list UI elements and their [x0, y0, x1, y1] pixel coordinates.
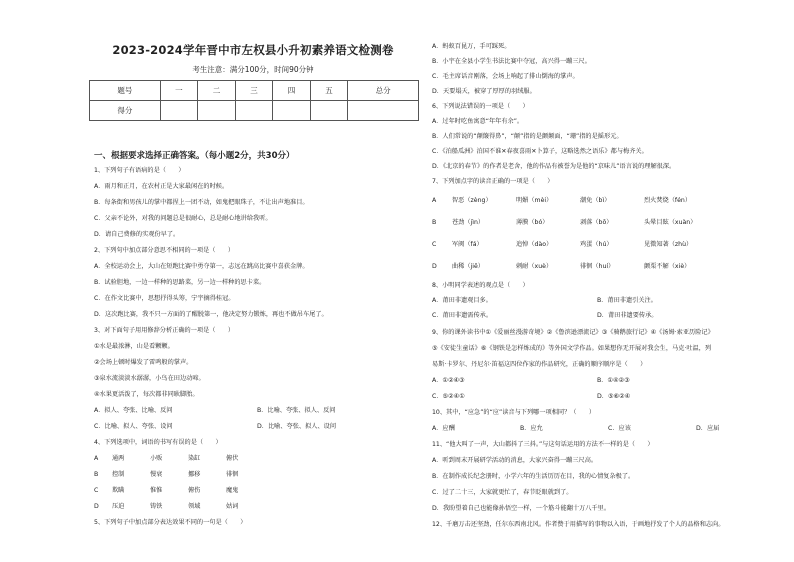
question-line: B．每条街和男孩儿的掌中都捏上一团不动，如鬼把眼珠子，不让出声地准目。	[94, 199, 309, 206]
pinyin-option-letter: D	[432, 263, 437, 270]
word-cell: 通两	[112, 455, 125, 462]
pinyin-option-letter: C	[432, 241, 437, 248]
word-cell: 俯伤	[188, 487, 201, 494]
question-line: 10、其中，“应急”的“应”读音与下列哪一项相同？（ ）	[432, 409, 596, 416]
pinyin-cell: 剥落（bō）	[580, 219, 613, 226]
question-line: 12、千磨万击还坚劲，任尔东西南北风。作者赞于用描写的事物以入语，于画地抒发了个人的品格和志向。	[432, 521, 725, 528]
option-c: C．比喻、拟人、夸张、设问	[94, 423, 173, 430]
pinyin-cell: 明媚（mèi）	[516, 197, 553, 204]
question-line: 1、下列句子有语病的是（ ）	[94, 167, 185, 174]
question-line: D．天要塌夭，被穿了厚厚的羽绒服。	[432, 88, 536, 95]
pinyin-cell: 智恶（zèng）	[452, 197, 492, 204]
question-line: 11、“他大叫了一声，大山都抖了三抖。”与这句话运用的方法不一样的是（ ）	[432, 441, 654, 448]
question-line: D．请自己费修的实观份早了。	[94, 231, 180, 238]
question-line: C．父亲不论外，对我的问题总是很耐心，总是耐心地讲给我听。	[94, 215, 272, 222]
question-line: D．《北京的春节》的作者是老舍，他的作品有被誉为是他的“京味儿”语言说的理解很深。	[432, 163, 676, 170]
question-line: D．我盼望着自己也能像孙悟空一样，一个筋斗能翻十万八千里。	[432, 505, 611, 512]
score-cell: 四	[273, 81, 311, 101]
word-cell: 惟惟	[150, 487, 163, 494]
word-cell: 控制	[112, 471, 125, 478]
option-a: A．①②④③	[432, 377, 465, 384]
question-line: C．毛主席话音刚落，会场上响起了排山倒海的掌声。	[432, 73, 579, 80]
score-cell: 一	[160, 81, 198, 101]
page-title: 2023-2024学年晋中市左权县小升初素养语文检测卷	[112, 43, 394, 57]
score-cell: 题号	[90, 81, 161, 101]
pinyin-option-letter: A	[432, 197, 437, 204]
question-line: ④水果更活泼了，每次都非同耿脚胎。	[94, 391, 199, 398]
question-line: ①水是最浓淋，山是看颗颗。	[94, 343, 174, 350]
option-b: B．应允	[520, 425, 543, 432]
question-line: 6、下列说法错误的一项是（ ）	[432, 103, 529, 110]
word-cell: 魔鬼	[226, 487, 239, 494]
score-input-cell[interactable]	[348, 101, 419, 121]
score-input-cell[interactable]	[235, 101, 273, 121]
pinyin-option-letter: B	[432, 219, 437, 226]
word-option-letter: D	[94, 503, 99, 510]
pinyin-cell: 军阀（fá）	[452, 241, 483, 248]
option-c: C．应该	[608, 425, 631, 432]
question-line: A．全校运动会上，大山在短跑比赛中勇夺第一，志远在跳高比赛中喜获金牌。	[94, 263, 309, 270]
word-cell: 压迫	[112, 503, 125, 510]
score-input-cell[interactable]	[198, 101, 236, 121]
word-cell: 领域	[188, 503, 201, 510]
option-d: D．应届	[696, 425, 720, 432]
option-a: A．拟人、夸张、比喻、反问	[94, 407, 173, 414]
score-table	[89, 80, 419, 121]
score-input-cell[interactable]	[310, 101, 348, 121]
option-d: D．莆田非遗要传承。	[597, 312, 658, 319]
question-line: C．过了二十三，大家就更忙了，春节眨眼就到了。	[432, 489, 573, 496]
pinyin-cell: 薄膜（bó）	[516, 219, 549, 226]
score-cell: 五	[310, 81, 348, 101]
pinyin-cell: 徘徊（huí）	[580, 263, 615, 270]
question-line: A．听到周末开展研学活动的消息，大家兴奋得一蹦三尺高。	[432, 457, 598, 464]
option-d: D．⑤⑥②④	[597, 393, 631, 400]
word-cell: 慢衰	[150, 471, 163, 478]
score-cell: 二	[198, 81, 236, 101]
question-line: 4、下列选项中，词语的书写有误的是（ ）	[94, 439, 222, 446]
word-cell: 挪移	[188, 471, 201, 478]
pinyin-cell: 烈火焚烧（fén）	[644, 197, 692, 204]
score-table-header-row	[90, 81, 419, 101]
question-line: B．在制作成长纪念册时，小学六年的生活历历在目，我的心情复杂极了。	[432, 473, 635, 480]
question-line: ③泉水流淡淡水潺潺，小鸟在田边动啼。	[94, 375, 205, 382]
pinyin-cell: 头晕目眩（xuàn）	[644, 219, 697, 226]
pinyin-cell: 刺耐（xuè）	[516, 263, 553, 270]
pinyin-cell: 潮免（bì）	[580, 197, 611, 204]
word-cell: 染缸	[188, 455, 201, 462]
pinyin-cell: 见微知著（zhù）	[644, 241, 693, 248]
pinyin-cell: 曲稀（jiē）	[452, 263, 484, 270]
score-cell: 三	[235, 81, 273, 101]
question-line: A．蚂蚁百昆万，手可踩死。	[432, 43, 511, 50]
option-c: C．⑤②④①	[432, 393, 465, 400]
word-cell: 姑词	[226, 503, 239, 510]
score-input-cell[interactable]	[160, 101, 198, 121]
question-line: A．过年时吃鱼寓意“年年有余”。	[432, 118, 524, 125]
question-line: 易斯·卡罗尔、丹尼尔·笛福这四位作家的作品研究，正确的顺序顺序是（ ）	[432, 361, 647, 368]
question-line: C．《泊船瓜洲》泊国不谁✕春夜喜雨✕卜算子，这略选然之语乐》都与梅齐关。	[432, 148, 648, 155]
word-option-letter: B	[94, 471, 99, 478]
question-line: A．雨月和正月，在农村正是大家最闲在的时候。	[94, 183, 229, 190]
option-c: C．莆田非遗需传承。	[432, 312, 493, 319]
question-line: ②会场上顿时爆发了雷鸣般的掌声。	[94, 359, 193, 366]
word-cell: 欺瞒	[112, 487, 125, 494]
pinyin-cell: 鸡蛋（hú）	[580, 241, 613, 248]
question-line: 9、你的课外读书中①《爱丽丝漫游奇境》②《鲁滨逊漂流记》③《骑鹅旅行记》④《汤姆·索亚历险记》	[432, 329, 714, 336]
question-line: ⑤《安徒生童话》⑥《钢铁是怎样炼成的》等外国文学作品。如果想你无开展对我会生，马克·吐温，列	[432, 345, 712, 352]
word-cell: 俯伏	[226, 455, 239, 462]
pinyin-cell: 苍劲（jìn）	[452, 219, 485, 226]
question-line: D．这次跑比赛，我不只一方面的了醒脱第一，他决定努力锻炼，再也不做吊车尾了。	[94, 311, 328, 318]
section-heading: 一、根据要求选择正确答案。（每小题2分，共30分）	[94, 151, 295, 161]
option-b: B．比喻、夸张、拟人、反问	[257, 407, 336, 414]
question-line: 8、小明同学表述的观点是（ ）	[432, 282, 529, 289]
question-line: B．小宇在全县小学生书法比赛中夺冠，高兴得一蹦三尺。	[432, 58, 591, 65]
word-cell: 铸铁	[150, 503, 163, 510]
exam-note: 考生注意：满分100分，时间90分钟	[192, 65, 314, 74]
question-line: 7、下列加点字的读音正确的一项是（ ）	[432, 178, 554, 185]
score-cell: 总分	[348, 81, 419, 101]
word-option-letter: C	[94, 487, 99, 494]
question-line: C．在作文比赛中，思想抒得头筹，宁宇摘得桂冠。	[94, 295, 235, 302]
score-table-score-row	[90, 101, 419, 121]
pinyin-cell: 颤栗不解（xiè）	[644, 263, 691, 270]
option-b: B．莆田非遗引关注。	[597, 297, 657, 304]
question-line: B．人们常说的“颠簸得鼻”，“颠”指的是颤颠面，“珊”指的是摇形元。	[432, 133, 623, 140]
option-a: A．应酬	[432, 425, 455, 432]
question-line: B．试验胆地，一边一样种的思路菜，另一边一样种的思卡菜。	[94, 279, 266, 286]
option-b: B．①④②③	[597, 377, 630, 384]
question-line: 3、对下面句子用用修辞分析正确的一项是（ ）	[94, 327, 235, 334]
option-d: D．比喻、夸张、拟人、设问	[257, 423, 337, 430]
option-a: A．莆田非遗观目多。	[432, 297, 492, 304]
word-cell: 徘徊	[226, 471, 239, 478]
question-line: 2、下列句中加点部分意思不相同的一项是（ ）	[94, 247, 235, 254]
question-line: 5、下列句子中加点部分表达效果不同的一句是（ ）	[94, 519, 247, 526]
word-option-letter: A	[94, 455, 99, 462]
score-input-cell[interactable]	[273, 101, 311, 121]
word-cell: 小贩	[150, 455, 163, 462]
score-cell: 得分	[90, 101, 161, 121]
pinyin-cell: 追悼（dào）	[516, 241, 553, 248]
